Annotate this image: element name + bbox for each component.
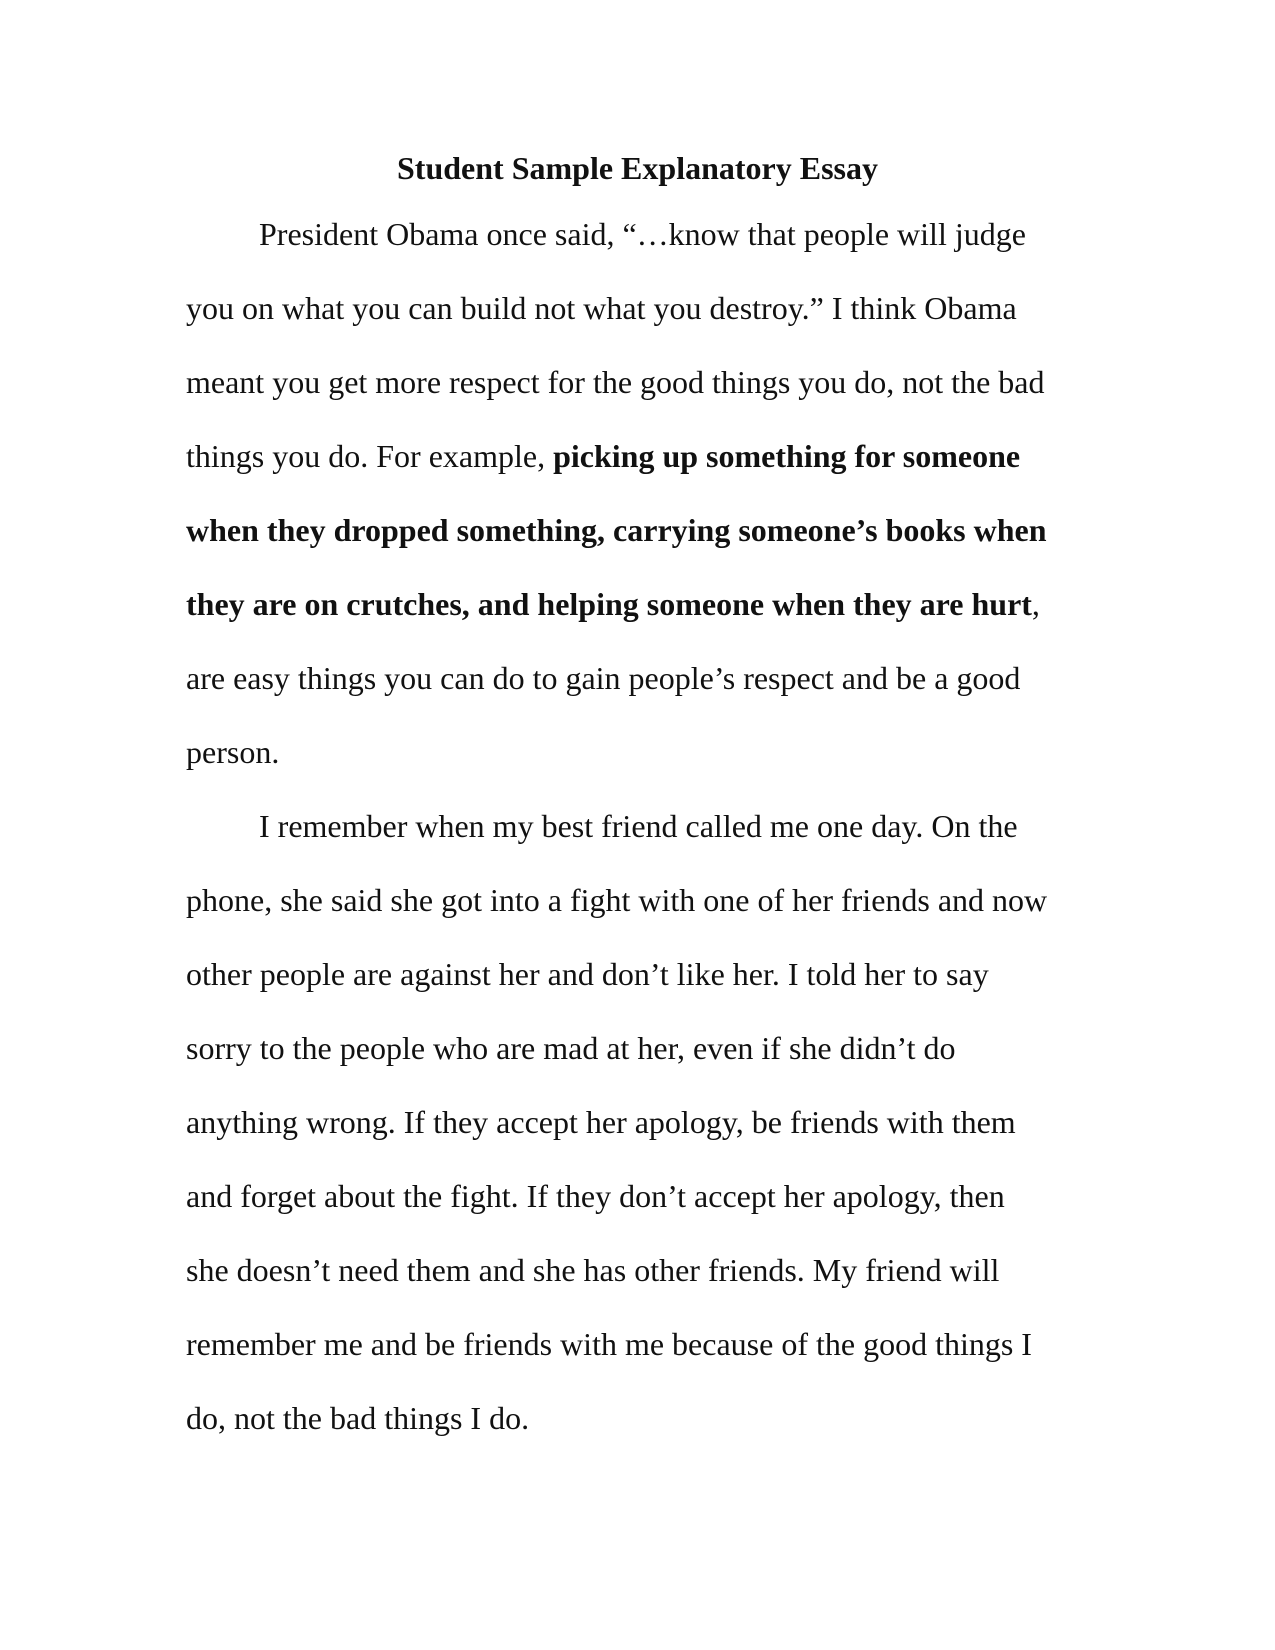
line-4-plain-text: things you do. For example, bbox=[186, 438, 554, 474]
paragraph-2-line-1: I remember when my best friend called me one day. On the bbox=[259, 808, 1018, 844]
paragraph-2-line-6: and forget about the fight. If they don’t accept her apology, then bbox=[186, 1178, 1005, 1214]
paragraph-1-line-4 bbox=[186, 436, 1020, 476]
line-6-bold-text: they are on crutches, and helping someone when they are hurt bbox=[186, 586, 1032, 622]
paragraph-1-line-1: President Obama once said, “…know that people will judge bbox=[259, 216, 1026, 252]
line-4-bold-text: picking up something for someone bbox=[553, 438, 1021, 474]
paragraph-2-line-7: she doesn’t need them and she has other friends. My friend will bbox=[186, 1252, 1000, 1288]
paragraph-1-line-2: you on what you can build not what you destroy.” I think Obama bbox=[186, 290, 1017, 326]
paragraph-1-line-8: person. bbox=[186, 734, 280, 770]
paragraph-1-line-5: when they dropped something, carrying someone’s books when bbox=[186, 512, 1047, 548]
paragraph-2-line-2: phone, she said she got into a fight with one of her friends and now bbox=[186, 882, 1048, 918]
line-6-plain-text: , bbox=[1031, 586, 1040, 622]
paragraph-2-line-5: anything wrong. If they accept her apology, be friends with them bbox=[186, 1104, 1016, 1140]
paragraph-1-line-7: are easy things you can do to gain people’s respect and be a good bbox=[186, 660, 1021, 696]
essay-title: Student Sample Explanatory Essay bbox=[397, 150, 878, 186]
paragraph-1-line-3: meant you get more respect for the good things you do, not the bad bbox=[186, 364, 1045, 400]
paragraph-2-line-4: sorry to the people who are mad at her, even if she didn’t do bbox=[186, 1030, 956, 1066]
paragraph-2-line-8: remember me and be friends with me because of the good things I bbox=[186, 1326, 1032, 1362]
paragraph-1-line-6 bbox=[186, 584, 1040, 624]
paragraph-2-line-3: other people are against her and don’t like her. I told her to say bbox=[186, 956, 989, 992]
paragraph-2-line-9: do, not the bad things I do. bbox=[186, 1400, 530, 1436]
